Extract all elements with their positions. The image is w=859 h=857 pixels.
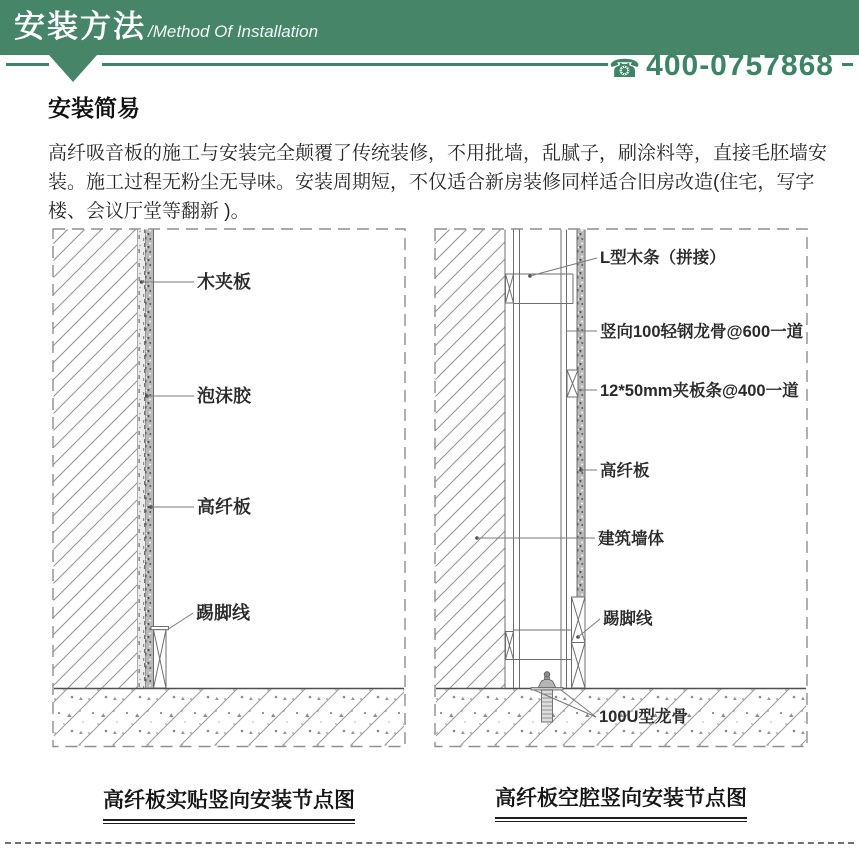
- divider-line-left: [6, 63, 49, 66]
- label-skirting: 踢脚线: [196, 603, 250, 623]
- diagram-cavity-mount: [434, 228, 808, 748]
- label-u-keel: 100U型龙骨: [599, 708, 688, 726]
- phone-number: [609, 49, 834, 84]
- left-caption-underline-thin: [103, 823, 355, 824]
- label-building-wall: 建筑墙体: [598, 530, 664, 548]
- label-plywood: 木夹板: [197, 272, 251, 292]
- left-floor: [54, 689, 404, 746]
- right-skirting-board: [572, 597, 586, 688]
- banner-pointer-triangle: [49, 55, 97, 82]
- label-l-wood-strip: L型木条（拼接）: [600, 249, 726, 267]
- left-wall-hatch: [54, 230, 138, 689]
- left-caption-text: 高纤板实贴竖向安装节点图: [103, 789, 355, 812]
- label-steel-keel: 竖向100轻钢龙骨@600一道: [600, 323, 804, 341]
- label-foam-glue: 泡沫胶: [197, 386, 251, 406]
- right-top-wood-strip: [506, 274, 574, 304]
- left-layer-strips: [138, 230, 154, 689]
- right-caption: [434, 786, 808, 822]
- right-caption-text: 高纤板空腔竖向安装节点图: [495, 787, 747, 810]
- left-caption-underline-thick: [103, 819, 355, 821]
- intro-line-3: 楼、会议厅堂等翻新 )。: [48, 201, 250, 222]
- right-caption-underline-thick: [495, 817, 747, 819]
- intro-line-1: 高纤吸音板的施工与安装完全颠覆了传统装修，不用批墙，乱腻子，刷涂料等，直接毛胚墙安: [48, 143, 828, 164]
- right-batten-block: [567, 370, 578, 397]
- left-skirting-board: [151, 627, 169, 689]
- divider-line-right: [842, 63, 853, 66]
- label-skirting: 踢脚线: [603, 610, 653, 628]
- intro-line-2: 装。施工过程无粉尘无导味。安装周期短，不仅适合新房装修同样适合旧房改造(住宅，写字: [48, 172, 815, 193]
- section-heading: 安装简易: [48, 95, 140, 121]
- right-fiber-panel-strip: [577, 230, 585, 598]
- right-bottom-wood-strip: [506, 630, 574, 660]
- right-wall-hatch: [436, 230, 506, 689]
- diagram-direct-mount: [52, 228, 406, 748]
- bottom-separator: [5, 842, 854, 844]
- right-vertical-keels: [514, 230, 567, 689]
- label-fiber-panel: 高纤板: [600, 462, 650, 480]
- phone-icon: ☎: [609, 55, 641, 83]
- left-caption: [52, 788, 406, 824]
- label-fiber-panel: 高纤板: [197, 497, 251, 517]
- header-banner: [0, 0, 859, 55]
- divider-line-middle: [102, 63, 608, 66]
- right-caption-underline-thin: [495, 821, 747, 822]
- page-title: 安装方法: [14, 9, 146, 44]
- intro-paragraph: [48, 139, 827, 226]
- phone-number-text: 400-0757868: [646, 49, 834, 82]
- page-subtitle: /Method Of Installation: [148, 22, 319, 41]
- label-batten: 12*50mm夹板条@400一道: [600, 382, 799, 400]
